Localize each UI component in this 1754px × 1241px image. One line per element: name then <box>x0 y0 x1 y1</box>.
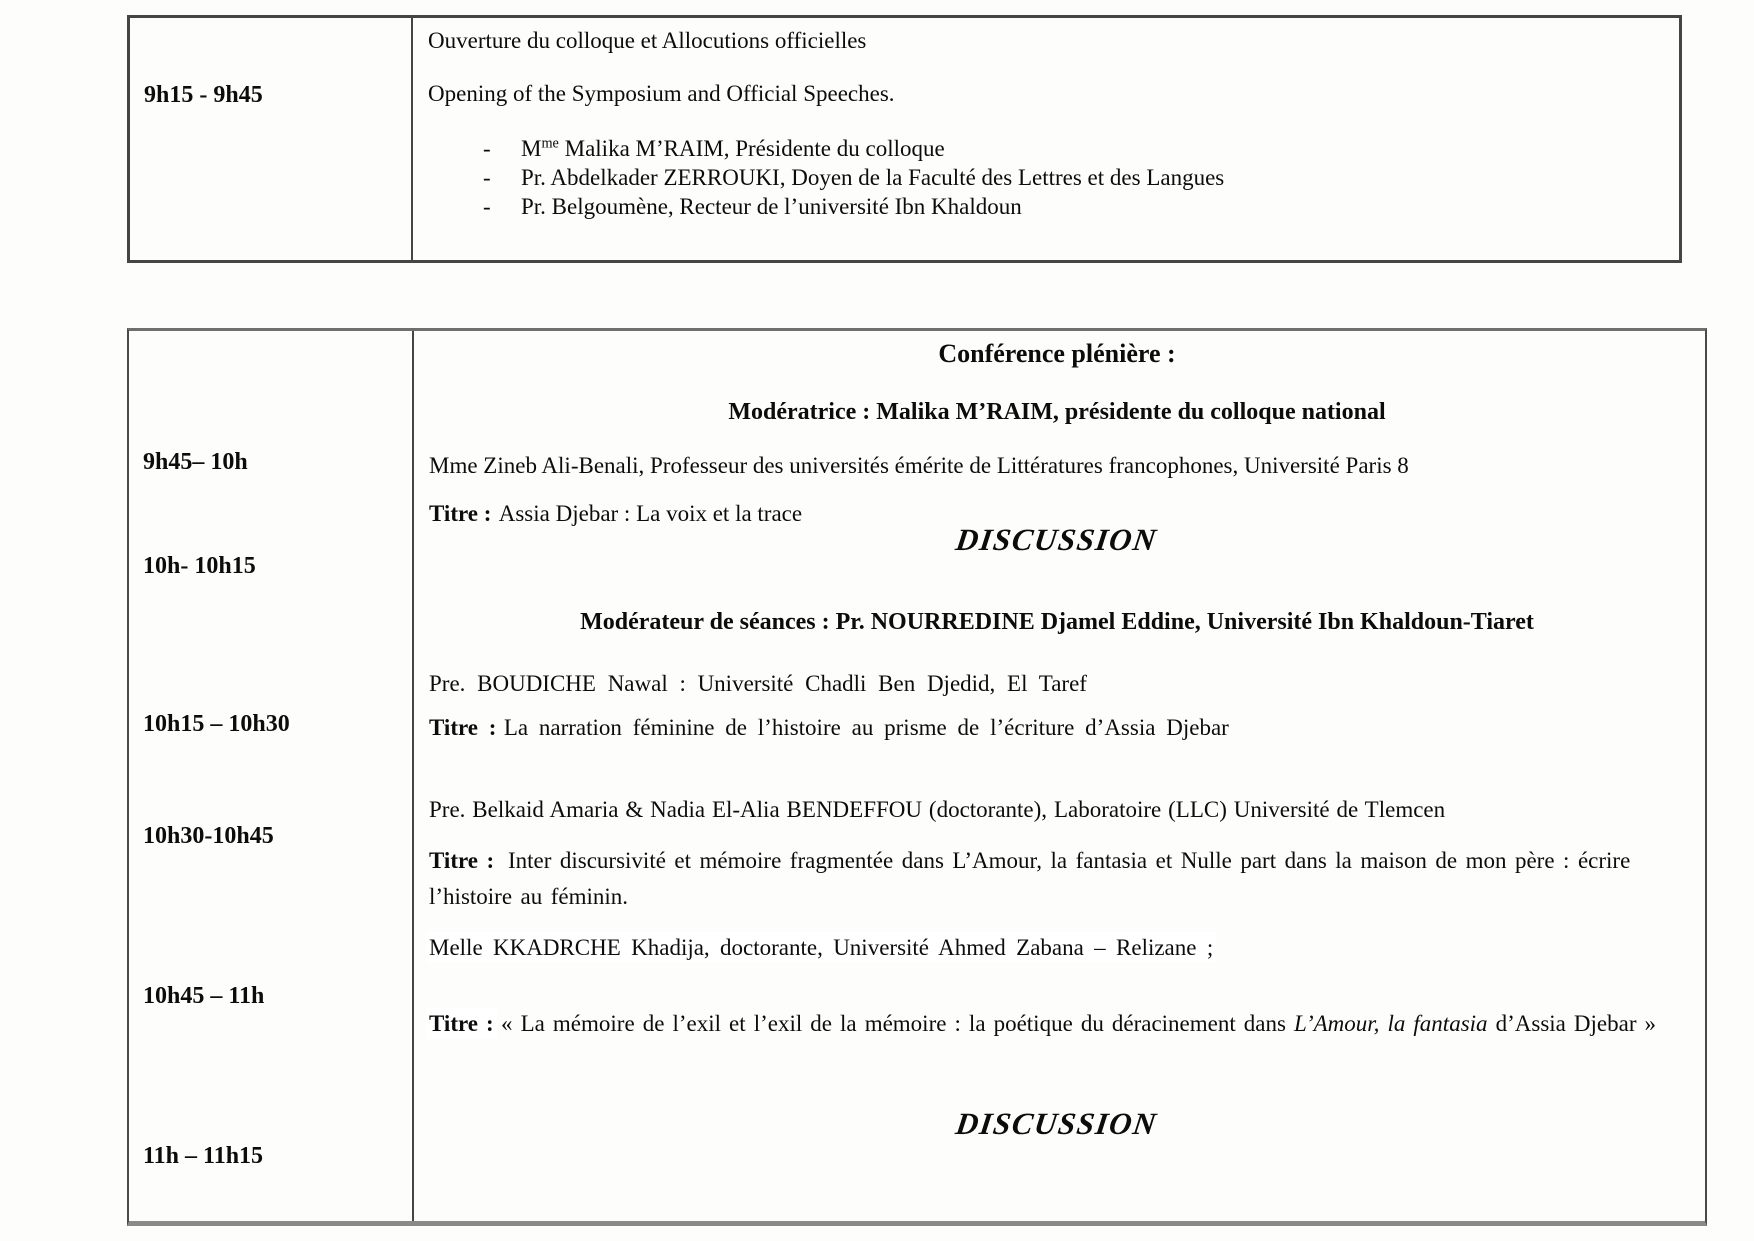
titre-label: Titre : <box>429 848 495 873</box>
speaker-1-text: Malika M’RAIM, Présidente du colloque <box>558 136 945 161</box>
bullet-dash: - <box>483 136 491 161</box>
bullet-dash: - <box>483 165 491 190</box>
speaker-zineb-ali-benali: Mme Zineb Ali-Benali, Professeur des universités émérite de Littératures francophones, Université Paris 8 <box>429 453 1409 478</box>
titre-4-text-pre: « La mémoire de l’exil et l’exil de la mémoire : la poétique du déracinement dans <box>501 1011 1295 1036</box>
opening-time-cell <box>130 18 413 260</box>
opening-title-fr: Ouverture du colloque et Allocutions officielles <box>428 28 867 53</box>
discussion-2 <box>414 1106 1700 1142</box>
titre-label: Titre : <box>429 501 492 526</box>
column-divider <box>412 331 414 1221</box>
time-9h45-10h: 9h45– 10h <box>143 449 248 475</box>
discussion-2-text: DISCUSSION <box>954 1106 1161 1141</box>
moderateur-line: Modérateur de séances : Pr. NOURREDINE Djamel Eddine, Université Ibn Khaldoun-Tiaret <box>580 609 1534 635</box>
opening-speaker-list <box>428 134 1661 221</box>
plenary-table <box>127 328 1707 1226</box>
discussion-1-text: DISCUSSION <box>954 522 1161 557</box>
opening-table <box>127 15 1682 263</box>
opening-content-cell <box>413 18 1679 260</box>
titre-2-text: La narration féminine de l’histoire au prisme de l’écriture d’Assia Djebar <box>503 715 1229 740</box>
opening-speaker-1 <box>521 134 945 163</box>
titre-3 <box>429 843 1681 915</box>
speaker-boudiche-nawal: Pre. BOUDICHE Nawal : Université Chadli Ben Djedid, El Taref <box>429 671 1087 696</box>
time-11h-11h15: 11h – 11h15 <box>143 1143 264 1169</box>
opening-title-en: Opening of the Symposium and Official Speeches. <box>428 81 895 106</box>
time-10h45-11h: 10h45 – 11h <box>143 983 265 1009</box>
opening-speaker-item <box>428 163 1661 192</box>
conference-title: Conférence plénière : <box>938 339 1176 368</box>
moderatrice-line: Modératrice : Malika M’RAIM, présidente du colloque national <box>728 399 1386 425</box>
titre-label: Titre : <box>429 1011 494 1036</box>
titre-3-text: Inter discursivité et mémoire fragmentée dans L’Amour, la fantasia et Nulle part dans la maison de mon père : écrire l’histoire au féminin. <box>429 848 1631 909</box>
titre-label: Titre : <box>429 715 497 740</box>
titre-1-text: Assia Djebar : La voix et la trace <box>498 501 803 526</box>
titre-4-book-title: L’Amour, la fantasia <box>1294 1011 1488 1036</box>
titre-4-text-post: d’Assia Djebar » <box>1487 1011 1657 1036</box>
speaker-kkadrche-khadija <box>429 933 1213 963</box>
time-10h30-10h45: 10h30-10h45 <box>143 823 274 849</box>
opening-speaker-item <box>428 134 1661 163</box>
opening-time: 9h15 - 9h45 <box>144 82 263 108</box>
speaker-kkadrche-text: Melle KKADRCHE Khadija, doctorante, Université Ahmed Zabana – Relizane ; <box>429 935 1214 960</box>
titre-2 <box>429 713 1229 743</box>
opening-speaker-2: Pr. Abdelkader ZERROUKI, Doyen de la Faculté des Lettres et des Langues <box>521 165 1225 190</box>
titre-4 <box>429 995 1697 1053</box>
opening-speaker-3: Pr. Belgoumène, Recteur de l’université Ibn Khaldoun <box>521 194 1022 219</box>
speaker-1-prefix: M <box>521 136 542 161</box>
discussion-1 <box>414 522 1700 558</box>
bullet-dash: - <box>483 194 491 219</box>
time-10h15-10h30: 10h15 – 10h30 <box>143 711 290 737</box>
opening-speaker-item <box>428 192 1661 221</box>
speaker-1-superscript: me <box>541 135 559 152</box>
speaker-belkaid-bendeffou: Pre. Belkaid Amaria & Nadia El-Alia BENDEFFOU (doctorante), Laboratoire (LLC) Université de Tlemcen <box>429 797 1446 822</box>
time-10h-10h15: 10h- 10h15 <box>143 553 256 579</box>
